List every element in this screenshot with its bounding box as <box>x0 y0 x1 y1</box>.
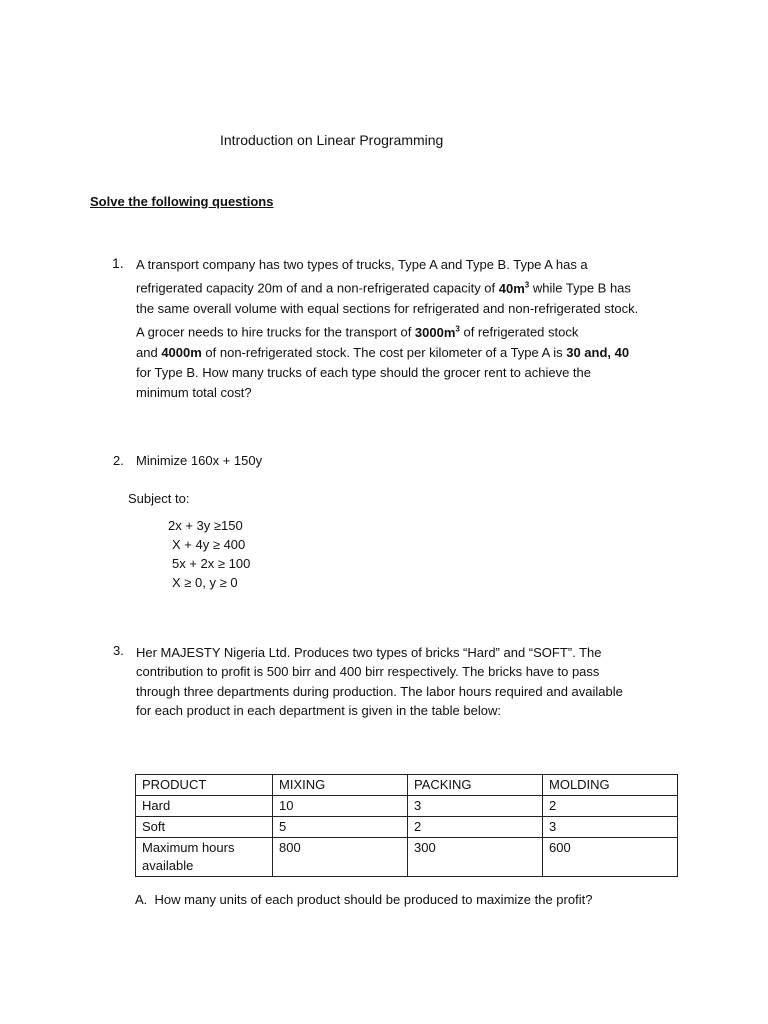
table-cell: 300 <box>408 838 543 877</box>
section-heading: Solve the following questions <box>90 194 274 209</box>
constraint-3: 5x + 2x ≥ 100 <box>172 556 251 571</box>
table-cell: 800 <box>273 838 408 877</box>
question-3-text <box>136 643 696 720</box>
page-title: Introduction on Linear Programming <box>220 132 444 148</box>
table-cell: Maximum hours available <box>136 838 273 877</box>
q1-line: for Type B. How many trucks of each type should the grocer rent to achieve the <box>136 365 591 381</box>
table-cell: 10 <box>273 796 408 817</box>
q1-line: A transport company has two types of trucks, Type A and Type B. Type A has a <box>136 257 588 272</box>
question-1-number: 1. <box>112 255 124 271</box>
q3-line: for each product in each department is given in the table below: <box>136 702 501 718</box>
q1-line: refrigerated capacity 20m of and a non-refrigerated capacity of $40m^3$ while Type B has <box>136 280 631 296</box>
table-row <box>136 796 678 817</box>
subject-to-label: Subject to: <box>128 491 190 506</box>
table-cell: 2 <box>543 796 678 817</box>
table-header-cell: PRODUCT <box>136 775 273 796</box>
table-cell: Hard <box>136 796 273 817</box>
q1-line: A grocer needs to hire trucks for the transport of $3000m^3$ of refrigerated stock <box>136 324 579 340</box>
q3-line: Her MAJESTY Nigeria Ltd. Produces two types of bricks “Hard” and “SOFT”. The <box>136 645 602 660</box>
question-1-text <box>136 255 696 404</box>
table-header-cell: MIXING <box>273 775 408 796</box>
table-cell: 2 <box>408 817 543 838</box>
table-cell: Soft <box>136 817 273 838</box>
q3-line: through three departments during production. The labor hours required and available <box>136 683 623 699</box>
question-3-number: 3. <box>113 643 124 658</box>
q1-line: and 4000m of non-refrigerated stock. The cost per kilometer of a Type A is 30 and, 40 <box>136 344 630 360</box>
constraint-1: 2x + 3y ≥150 <box>168 518 243 533</box>
q3-line: contribution to profit is 500 birr and 400 birr respectively. The bricks have to pass <box>136 664 600 680</box>
question-3a-label: A. <box>135 892 148 907</box>
question-3a-text: How many units of each product should be produced to maximize the profit? <box>154 892 593 907</box>
table-row <box>136 817 678 838</box>
q1-line: the same overall volume with equal sections for refrigerated and non-refrigerated stock. <box>136 300 639 316</box>
table-header-row <box>136 775 678 796</box>
table-cell: 5 <box>273 817 408 838</box>
constraint-4: X ≥ 0, y ≥ 0 <box>172 575 238 590</box>
constraint-2: X + 4y ≥ 400 <box>172 537 246 552</box>
q1-line: minimum total cost? <box>136 385 252 401</box>
table-header-cell: PACKING <box>408 775 543 796</box>
table-cell: 600 <box>543 838 678 877</box>
table-header-cell: MOLDING <box>543 775 678 796</box>
question-2-number: 2. <box>113 453 124 468</box>
labor-hours-table <box>135 774 678 877</box>
table-row <box>136 838 678 877</box>
question-3a <box>135 892 592 907</box>
table-cell: 3 <box>408 796 543 817</box>
question-2-objective: Minimize 160x + 150y <box>136 453 263 468</box>
table-cell: 3 <box>543 817 678 838</box>
